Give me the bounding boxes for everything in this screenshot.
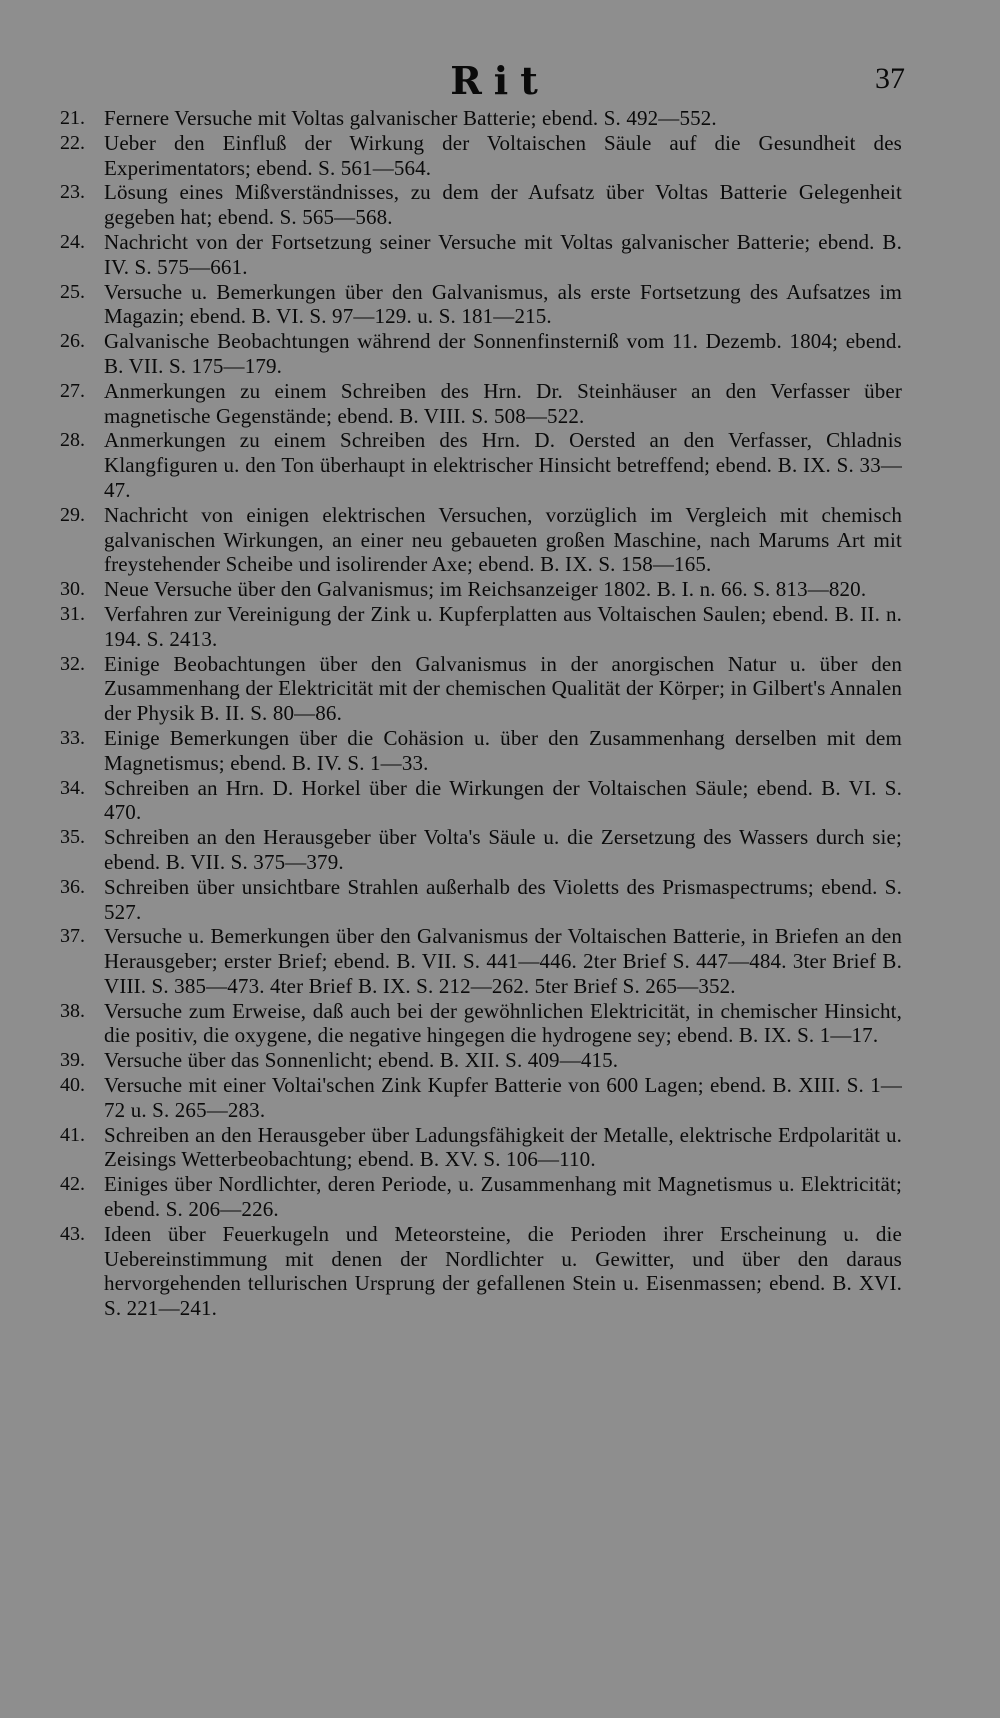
bibliography-entry — [60, 503, 902, 577]
entry-text: Ideen über Feuerkugeln und Meteorsteine, die Perioden ihrer Erscheinung u. die Uebereinstimmung mit denen der Nordlichter u. Gewitter, und über den daraus hervorgehenden tellurischen Ursprung der gefallenen Stein u. Eisenmassen; ebend. B. XVI. S. 221—241. — [104, 1221, 902, 1321]
entry-number: 25. — [60, 280, 85, 303]
bibliography-entry — [60, 106, 902, 131]
entry-number: 23. — [60, 181, 85, 204]
entry-text: Verfahren zur Vereinigung der Zink u. Kupferplatten aus Voltaischen Saulen; ebend. B. II. n. 194. S. 2413. — [104, 601, 902, 651]
entry-text: Nachricht von der Fortsetzung seiner Versuche mit Voltas galvanischer Batterie; ebend. B. IV. S. 575—661. — [104, 229, 902, 279]
entry-number: 40. — [60, 1074, 85, 1097]
bibliography-entry — [60, 1073, 902, 1123]
bibliography-entry — [60, 1172, 902, 1222]
entry-text: Schreiben an den Herausgeber über Ladungsfähigkeit der Metalle, elektrische Erdpolarität u. Zeisings Wetterbeobachtung; ebend. B. XV. S. 106—110. — [104, 1122, 902, 1172]
entry-text: Nachricht von einigen elektrischen Versuchen, vorzüglich im Vergleich mit chemisch galvanischen Wirkungen, an einer neu gebaueten großen Maschine, nach Marums Art mit freystehender Scheibe und isolirender Axe; ebend. B. IX. S. 158—165. — [104, 502, 902, 577]
bibliography-entry — [60, 726, 902, 776]
entry-number: 36. — [60, 875, 85, 898]
entry-text: Einige Beobachtungen über den Galvanismus in der anorgischen Natur u. über den Zusammenhang der Elektricität mit der chemischen Qualität der Körper; in Gilbert's Annalen der Physik B. II. S. 80—86. — [104, 651, 902, 726]
entry-text: Fernere Versuche mit Voltas galvanischer Batterie; ebend. S. 492—552. — [104, 106, 717, 130]
page-header — [0, 58, 1000, 102]
entry-text: Schreiben über unsichtbare Strahlen außerhalb des Violetts des Prismaspectrums; ebend. S. 527. — [104, 874, 902, 924]
entry-number: 29. — [60, 503, 85, 526]
running-title: Rit — [450, 58, 550, 103]
entry-text: Anmerkungen zu einem Schreiben des Hrn. Dr. Steinhäuser an den Verfasser über magnetische Gegenstände; ebend. B. VIII. S. 508—522. — [104, 378, 902, 428]
entry-number: 38. — [60, 999, 85, 1022]
bibliography-entry — [60, 1123, 902, 1173]
entry-text: Versuche über das Sonnenlicht; ebend. B. XII. S. 409—415. — [104, 1048, 619, 1073]
bibliography-list — [60, 106, 902, 1321]
entry-text: Versuche mit einer Voltai'schen Zink Kupfer Batterie von 600 Lagen; ebend. B. XIII. S. 1—72 u. S. 265—283. — [104, 1073, 902, 1122]
page-number: 37 — [875, 62, 905, 95]
entry-number: 27. — [60, 379, 85, 402]
bibliography-entry — [60, 428, 902, 502]
bibliography-entry — [60, 280, 902, 330]
bibliography-entry — [60, 602, 902, 652]
entry-number: 31. — [60, 602, 85, 625]
entry-text: Anmerkungen zu einem Schreiben des Hrn. D. Oersted an den Verfasser, Chladnis Klangfiguren u. den Ton überhaupt in elektrischer Hinsicht betreffend; ebend. B. IX. S. 33—47. — [104, 428, 902, 502]
bibliography-entry — [60, 825, 902, 875]
bibliography-entry — [60, 180, 902, 230]
entry-number: 24. — [60, 230, 85, 253]
bibliography-entry — [60, 776, 902, 826]
bibliography-entry — [60, 577, 902, 602]
bibliography-entry — [60, 131, 902, 181]
entry-number: 33. — [60, 726, 85, 749]
entry-number: 41. — [60, 1123, 85, 1146]
entry-number: 39. — [60, 1049, 85, 1072]
entry-text: Schreiben an den Herausgeber über Volta's Säule u. die Zersetzung des Wassers durch sie; ebend. B. VII. S. 375—379. — [104, 825, 902, 874]
entry-number: 43. — [60, 1222, 85, 1245]
bibliography-entry — [60, 1222, 902, 1321]
bibliography-entry — [60, 999, 902, 1049]
bibliography-entry — [60, 329, 902, 379]
entry-number: 37. — [60, 925, 85, 948]
entry-number: 35. — [60, 826, 85, 849]
entry-number: 42. — [60, 1173, 85, 1196]
entry-text: Schreiben an Hrn. D. Horkel über die Wirkungen der Voltaischen Säule; ebend. B. VI. S. 470. — [104, 775, 902, 825]
bibliography-entry — [60, 652, 902, 726]
entry-number: 28. — [60, 429, 85, 452]
entry-text: Lösung eines Mißverständnisses, zu dem der Aufsatz über Voltas Batterie Gelegenheit gegeben hat; ebend. S. 565—568. — [104, 180, 902, 230]
entry-number: 22. — [60, 131, 85, 154]
entry-text: Versuche u. Bemerkungen über den Galvanismus der Voltaischen Batterie, in Briefen an den Herausgeber; erster Brief; ebend. B. VII. S. 441—446. 2ter Brief S. 447—484. 3ter Brief B. VIII. S. 385—473. 4ter Brief B. IX. S. 212—262. 5ter Brief S. 265—352. — [104, 924, 902, 998]
entry-text: Ueber den Einfluß der Wirkung der Voltaischen Säule auf die Gesundheit des Experimentators; ebend. S. 561—564. — [104, 130, 902, 180]
entry-number: 26. — [60, 330, 85, 353]
entry-text: Einige Bemerkungen über die Cohäsion u. über den Zusammenhang derselben mit dem Magnetismus; ebend. B. IV. S. 1—33. — [104, 725, 902, 775]
bibliography-entry — [60, 1048, 902, 1073]
entry-text: Einiges über Nordlichter, deren Periode, u. Zusammenhang mit Magnetismus u. Elektricität; ebend. S. 206—226. — [104, 1172, 902, 1222]
entry-number: 34. — [60, 776, 85, 799]
entry-number: 21. — [60, 107, 85, 129]
entry-text: Neue Versuche über den Galvanismus; im Reichsanzeiger 1802. B. I. n. 66. S. 813—820. — [104, 577, 867, 602]
entry-text: Galvanische Beobachtungen während der Sonnenfinsterniß vom 11. Dezemb. 1804; ebend. B. VII. S. 175—179. — [104, 329, 902, 378]
bibliography-entry — [60, 924, 902, 998]
entry-text: Versuche zum Erweise, daß auch bei der gewöhnlichen Elektricität, in chemischer Hinsicht, die positiv, die oxygene, die negative hingegen die hydrogene sey; ebend. B. IX. S. 1—17. — [104, 998, 902, 1048]
bibliography-entry — [60, 875, 902, 925]
entry-number: 32. — [60, 652, 85, 675]
entry-text: Versuche u. Bemerkungen über den Galvanismus, als erste Fortsetzung des Aufsatzes im Magazin; ebend. B. VI. S. 97—129. u. S. 181—215. — [104, 279, 902, 329]
bibliography-entry — [60, 230, 902, 280]
entry-number: 30. — [60, 578, 85, 601]
bibliography-entry — [60, 379, 902, 429]
